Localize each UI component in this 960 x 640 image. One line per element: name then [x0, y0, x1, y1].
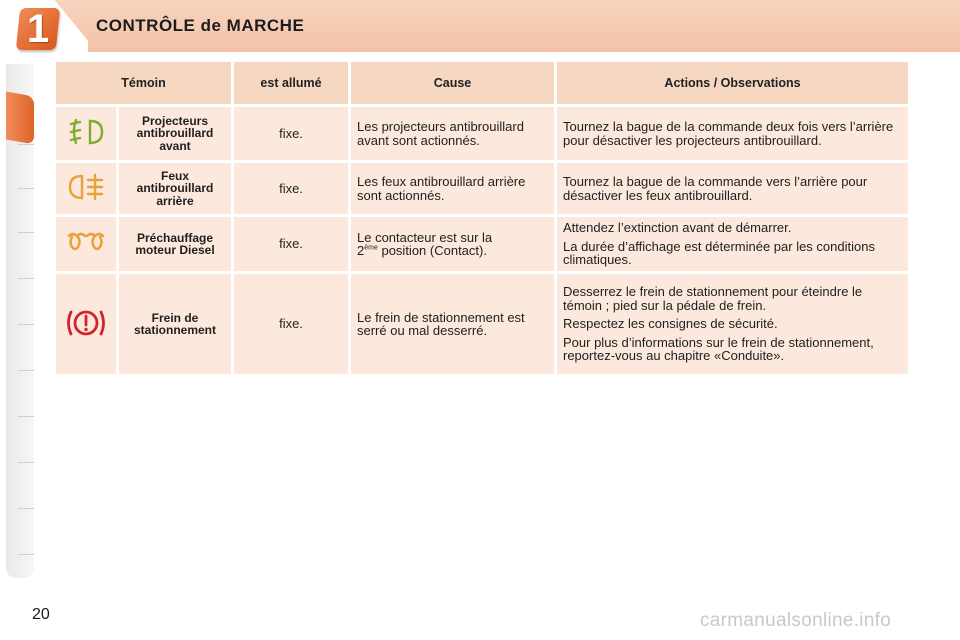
- table-row-actions: [557, 107, 908, 160]
- table-row-name: Feux antibrouillard arrière: [119, 163, 231, 214]
- chapter-badge: [16, 8, 60, 50]
- page-title: CONTRÔLE de MARCHE: [96, 16, 305, 35]
- table-row-name: Frein de stationnement: [119, 274, 231, 374]
- table-row-actions: [557, 217, 908, 271]
- action-text: Desserrez le frein de stationnement pour éteindre le témoin ; pied sur la pédale de frein.: [563, 284, 863, 313]
- action-text: La durée d’affichage est déterminée par les conditions climatiques.: [563, 238, 875, 268]
- table-row-cause: [351, 217, 554, 271]
- front-fog-lamp-icon: [66, 117, 106, 150]
- cause-text: position (Contact).: [377, 243, 487, 258]
- action-text: Tournez la bague de la commande vers l’arrière pour désactiver les feux antibrouillard.: [563, 174, 868, 203]
- table-row-cause: Le frein de stationnement est serré ou mal desserré.: [351, 274, 554, 374]
- cause-text: Le contacteur est sur la: [357, 229, 493, 245]
- table-row-actions: [557, 274, 908, 374]
- table-row-icon-cell: [56, 107, 116, 160]
- action-text: Pour plus d’informations sur le frein de stationnement, reportez-vous au chapitre «Conduite».: [563, 334, 874, 364]
- table-row-cause: Les feux antibrouillard arrière sont actionnés.: [351, 163, 554, 214]
- table-row-icon-cell: [56, 217, 116, 271]
- table-row-state: fixe.: [234, 274, 348, 374]
- action-text: Tournez la bague de la commande deux fois vers l’arrière pour désactiver les projecteurs antibrouillard.: [563, 119, 894, 148]
- table-row-state: fixe.: [234, 107, 348, 160]
- diesel-preheating-icon: [66, 228, 106, 261]
- chapter-number: 1: [26, 7, 50, 51]
- header-actions: Actions / Observations: [557, 62, 908, 104]
- action-text: Attendez l’extinction avant de démarrer.: [563, 220, 792, 236]
- warning-lights-table: [56, 62, 904, 374]
- parking-brake-icon: [64, 306, 108, 343]
- table-row-icon-cell: [56, 163, 116, 214]
- action-text: Respectez les consignes de sécurité.: [563, 316, 778, 332]
- cause-superscript: ème: [364, 244, 378, 252]
- page-number: 20: [32, 606, 50, 623]
- table-row-actions: [557, 163, 908, 214]
- watermark: carmanualsonline.info: [700, 610, 892, 631]
- header-temoin: Témoin: [56, 62, 231, 104]
- cause-number: 2: [357, 243, 365, 258]
- table-row-state: fixe.: [234, 163, 348, 214]
- header-est-allume: est allumé: [234, 62, 348, 104]
- table-row-name: Projecteurs antibrouillard avant: [119, 107, 231, 160]
- binder-tab-active[interactable]: [6, 92, 34, 145]
- table-row-cause: Les projecteurs antibrouillard avant sont actionnés.: [351, 107, 554, 160]
- table-row-icon-cell: [56, 274, 116, 374]
- table-row-state: fixe.: [234, 217, 348, 271]
- header-cause: Cause: [351, 62, 554, 104]
- table-row-name: Préchauffage moteur Diesel: [119, 217, 231, 271]
- rear-fog-lamp-icon: [66, 172, 106, 205]
